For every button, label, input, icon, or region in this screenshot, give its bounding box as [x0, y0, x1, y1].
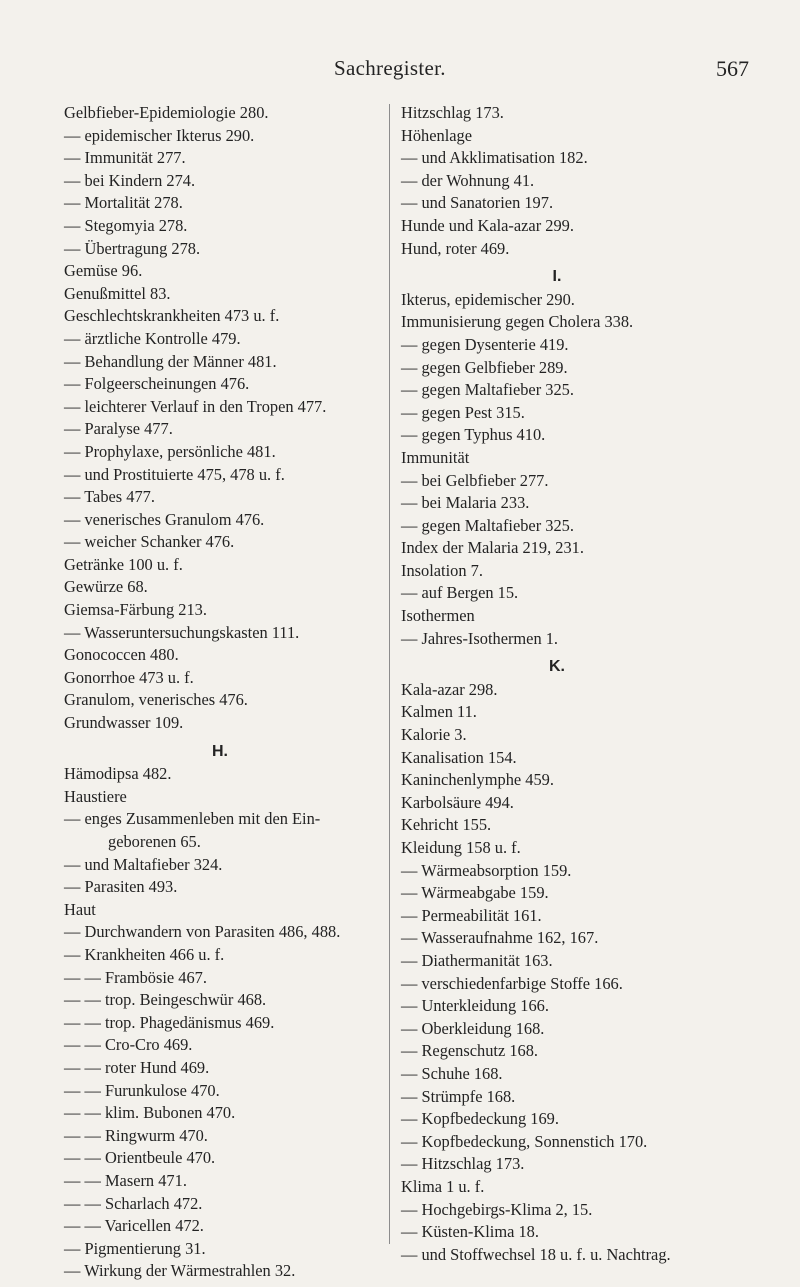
section-letter-h: H.: [212, 742, 228, 760]
index-entry: — Paralyse 477.: [64, 419, 173, 439]
index-entry: Immunität: [401, 447, 470, 467]
index-entry: — Schuhe 168.: [401, 1063, 503, 1083]
section-letter-k: K.: [549, 658, 565, 676]
index-entry: Gewürze 68.: [64, 577, 148, 597]
index-entry: — Regenschutz 168.: [401, 1041, 539, 1061]
index-group-h-a: [64, 763, 376, 808]
index-entry: — gegen Pest 315.: [401, 402, 525, 422]
index-entry: — — trop. Beingeschwür 468.: [64, 990, 267, 1010]
right-column: [401, 102, 757, 1266]
index-entry: — Parasiten 493.: [64, 877, 178, 897]
index-entry: — bei Kindern 274.: [64, 170, 196, 190]
index-group-h-b: [64, 854, 376, 1283]
index-entry: — bei Malaria 233.: [401, 493, 530, 513]
index-group-k: [401, 679, 757, 1266]
index-entry: Hund, roter 469.: [401, 238, 510, 258]
index-entry: Kalmen 11.: [401, 702, 477, 722]
index-entry: Granulom, venerisches 476.: [64, 690, 248, 710]
index-entry: — — Frambösie 467.: [64, 967, 207, 987]
index-entry: — und Stoffwechsel 18 u. f. u. Nachtrag.: [401, 1244, 671, 1264]
index-entry: Geschlechtskrankheiten 473 u. f.: [64, 306, 280, 326]
index-entry: Haut: [64, 899, 96, 919]
index-entry: — Immunität 277.: [64, 148, 186, 168]
index-entry: — gegen Typhus 410.: [401, 425, 546, 445]
index-entry: Hunde und Kala-azar 299.: [401, 215, 574, 235]
index-entry: — Behandlung der Männer 481.: [64, 351, 277, 371]
index-entry: — — Scharlach 472.: [64, 1193, 203, 1213]
page-number: 567: [716, 56, 749, 81]
index-entry: — Oberkleidung 168.: [401, 1018, 545, 1038]
index-entry: — — trop. Phagedänismus 469.: [64, 1012, 275, 1032]
index-entry: Gemüse 96.: [64, 261, 143, 281]
index-entry: — gegen Maltafieber 325.: [401, 515, 574, 535]
index-entry: — — Varicellen 472.: [64, 1216, 204, 1236]
index-entry: Kleidung 158 u. f.: [401, 838, 521, 857]
index-entry: Hitzschlag 173.: [401, 103, 504, 122]
index-entry: — und Prostituierte 475, 478 u. f.: [64, 464, 285, 484]
index-entry: Kehricht 155.: [401, 815, 492, 835]
page-title: Sachregister.: [334, 56, 446, 80]
column-divider: [389, 104, 390, 1244]
index-entry: — gegen Gelbfieber 289.: [401, 357, 568, 377]
index-entry: — Durchwandern von Parasiten 486, 488.: [64, 922, 341, 942]
index-group-h-cont: [401, 102, 757, 260]
index-entry: — Wasseraufnahme 162, 167.: [401, 928, 599, 948]
section-letter-i: I.: [552, 268, 562, 286]
index-entry: Hämodipsa 482.: [64, 764, 172, 784]
index-entry-wrapped: — enges Zusammenleben mit den Ein- geborenen 65.: [64, 809, 321, 851]
index-entry: — Diathermanität 163.: [401, 950, 553, 970]
index-entry: — Wasseruntersuchungskasten 111.: [64, 622, 300, 642]
index-entry: — auf Bergen 15.: [401, 583, 519, 603]
index-entry: Gonorrhoe 473 u. f.: [64, 667, 194, 687]
index-entry: — gegen Dysenterie 419.: [401, 334, 569, 354]
index-entry: Isothermen: [401, 606, 475, 626]
index-entry: — weicher Schanker 476.: [64, 532, 235, 552]
index-group-g: [64, 102, 376, 735]
index-entry: — Hitzschlag 173.: [401, 1154, 525, 1174]
index-entry: — Jahres-Isothermen 1.: [401, 628, 559, 648]
index-entry: — Tabes 477.: [64, 487, 155, 507]
index-entry: — verschiedenfarbige Stoffe 166.: [401, 973, 623, 993]
index-entry: — Strümpfe 168.: [401, 1086, 516, 1106]
index-entry: Klima 1 u. f.: [401, 1176, 485, 1196]
index-entry: — Wirkung der Wärmestrahlen 32.: [64, 1261, 296, 1281]
index-entry: — — Masern 471.: [64, 1170, 187, 1190]
index-entry: Gelbfieber-Epidemiologie 280.: [64, 103, 269, 122]
index-entry: — und Sanatorien 197.: [401, 193, 554, 213]
index-entry: — ärztliche Kontrolle 479.: [64, 328, 241, 348]
page-header: [0, 56, 800, 86]
index-entry: — Hochgebirgs-Klima 2, 15.: [401, 1199, 593, 1219]
index-entry: Kala-azar 298.: [401, 679, 498, 699]
index-entry: — — roter Hund 469.: [64, 1057, 210, 1077]
index-entry: — Permeabilität 161.: [401, 905, 542, 925]
index-entry: — gegen Maltafieber 325.: [401, 380, 574, 400]
index-entry: — Wärmeabsorption 159.: [401, 860, 572, 880]
index-entry: Kaninchenlymphe 459.: [401, 770, 554, 790]
index-entry: — Folgeerscheinungen 476.: [64, 374, 250, 394]
index-entry: Ikterus, epidemischer 290.: [401, 289, 575, 309]
index-entry: Index der Malaria 219, 231.: [401, 538, 584, 558]
index-entry: — — Cro-Cro 469.: [64, 1035, 193, 1055]
index-entry: Genußmittel 83.: [64, 283, 171, 303]
index-entry: Insolation 7.: [401, 560, 483, 580]
index-entry: — Kopfbedeckung, Sonnenstich 170.: [401, 1131, 648, 1151]
index-entry: — Übertragung 278.: [64, 238, 201, 258]
index-entry: — — Ringwurm 470.: [64, 1125, 208, 1145]
index-entry: — Kopfbedeckung 169.: [401, 1109, 559, 1129]
index-entry: — — Furunkulose 470.: [64, 1080, 220, 1100]
index-entry: — Krankheiten 466 u. f.: [64, 944, 225, 964]
index-entry: — Wärmeabgabe 159.: [401, 883, 549, 903]
index-entry: — epidemischer Ikterus 290.: [64, 125, 255, 145]
index-entry: Karbolsäure 494.: [401, 792, 514, 812]
index-entry: Kalorie 3.: [401, 725, 467, 745]
index-entry: — und Akklimatisation 182.: [401, 148, 588, 168]
index-entry: — Küsten-Klima 18.: [401, 1222, 539, 1242]
index-entry: Getränke 100 u. f.: [64, 554, 183, 574]
index-entry: — und Maltafieber 324.: [64, 854, 223, 874]
index-entry: Kanalisation 154.: [401, 747, 517, 767]
index-entry: — Mortalität 278.: [64, 193, 183, 213]
index-entry: Höhenlage: [401, 125, 472, 145]
index-entry: Haustiere: [64, 786, 127, 806]
left-column: [64, 102, 376, 1283]
index-entry: Grundwasser 109.: [64, 713, 184, 733]
index-entry: — — Orientbeule 470.: [64, 1148, 216, 1168]
index-entry: — Pigmentierung 31.: [64, 1238, 206, 1258]
index-entry: — leichterer Verlauf in den Tropen 477.: [64, 396, 327, 416]
index-entry: — Prophylaxe, persönliche 481.: [64, 441, 276, 461]
index-entry: — venerisches Granulom 476.: [64, 509, 265, 529]
index-entry: — bei Gelbfieber 277.: [401, 470, 549, 490]
index-entry: Immunisierung gegen Cholera 338.: [401, 312, 634, 332]
index-entry: Gonococcen 480.: [64, 645, 179, 665]
index-entry: Giemsa-Färbung 213.: [64, 600, 207, 620]
index-entry: — Stegomyia 278.: [64, 215, 188, 235]
index-entry: — Unterkleidung 166.: [401, 996, 549, 1016]
index-group-i: [401, 289, 757, 651]
index-entry: — der Wohnung 41.: [401, 170, 535, 190]
index-entry: — — klim. Bubonen 470.: [64, 1103, 236, 1123]
